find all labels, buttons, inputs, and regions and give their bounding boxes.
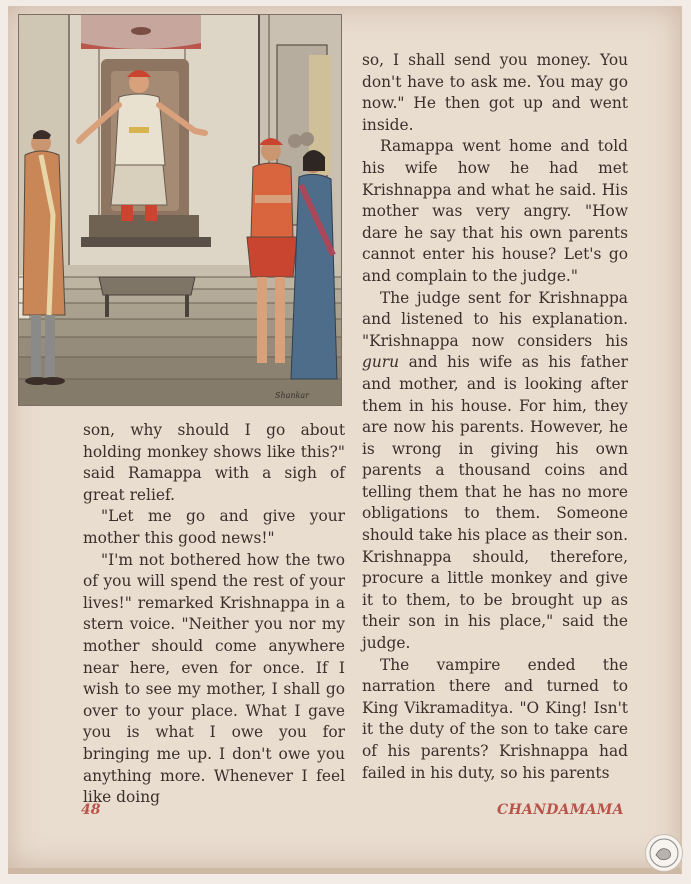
magazine-name: CHANDAMAMA [497, 802, 624, 818]
page-number: 48 [81, 802, 101, 818]
magazine-page [8, 6, 682, 874]
left-paragraph-2: "Let me go and give your mother this good news!" [83, 507, 345, 547]
court-scene-illustration [19, 15, 341, 405]
left-paragraph-3: "I'm not bothered how the two of you will spend the rest of your lives!" remarked Krishnappa in a stern voice. "Neither you nor my mother should come anywhere near here, even for once. If I wish to see my mother, I shall go over to your place. What I gave you is what I owe you for bringing me up. I don't owe you anything more. Whenever I feel like doing [83, 550, 345, 807]
left-text-column [83, 420, 345, 809]
right-paragraph-3 [362, 288, 628, 655]
right-paragraph-4: The vampire ended the narration there and turned to King Vikramaditya. "O King! Isn't it the duty of the son to take care of his parents? Krishnappa had failed in his duty, so his parents [362, 655, 628, 782]
library-stamp-icon [645, 834, 683, 872]
right-paragraph-2: Ramappa went home and told his wife how he had met Krishnappa and what he said. His mother was very angry. "How dare he say that his own parents cannot enter his house? Let's go and complain to the judge." [362, 137, 628, 285]
right-paragraph-3-end: and his wife as his father and mother, and is looking after them in his house. For him, they are now his parents. However, he is wrong in giving his own parents a thousand coins and telling them that he has no more obligations to them. Someone should take his place as their son. Krishnappa should, therefore, procure a little monkey and give it to them, to be brought up as their son in his place," said the judge. [362, 353, 628, 653]
artist-signature: Shankar [275, 391, 309, 400]
right-text-column [362, 50, 628, 784]
story-illustration [18, 14, 342, 406]
right-paragraph-1: so, I shall send you money. You don't have to ask me. You may go now." He then got up and went inside. [362, 51, 628, 134]
left-paragraph-1: son, why should I go about holding monkey shows like this?" said Ramappa with a sigh of great relief. [83, 421, 345, 504]
guru-word: guru [362, 353, 400, 372]
right-paragraph-3-start: The judge sent for Krishnappa and listened to his explanation. "Krishnappa now considers his [362, 288, 628, 350]
